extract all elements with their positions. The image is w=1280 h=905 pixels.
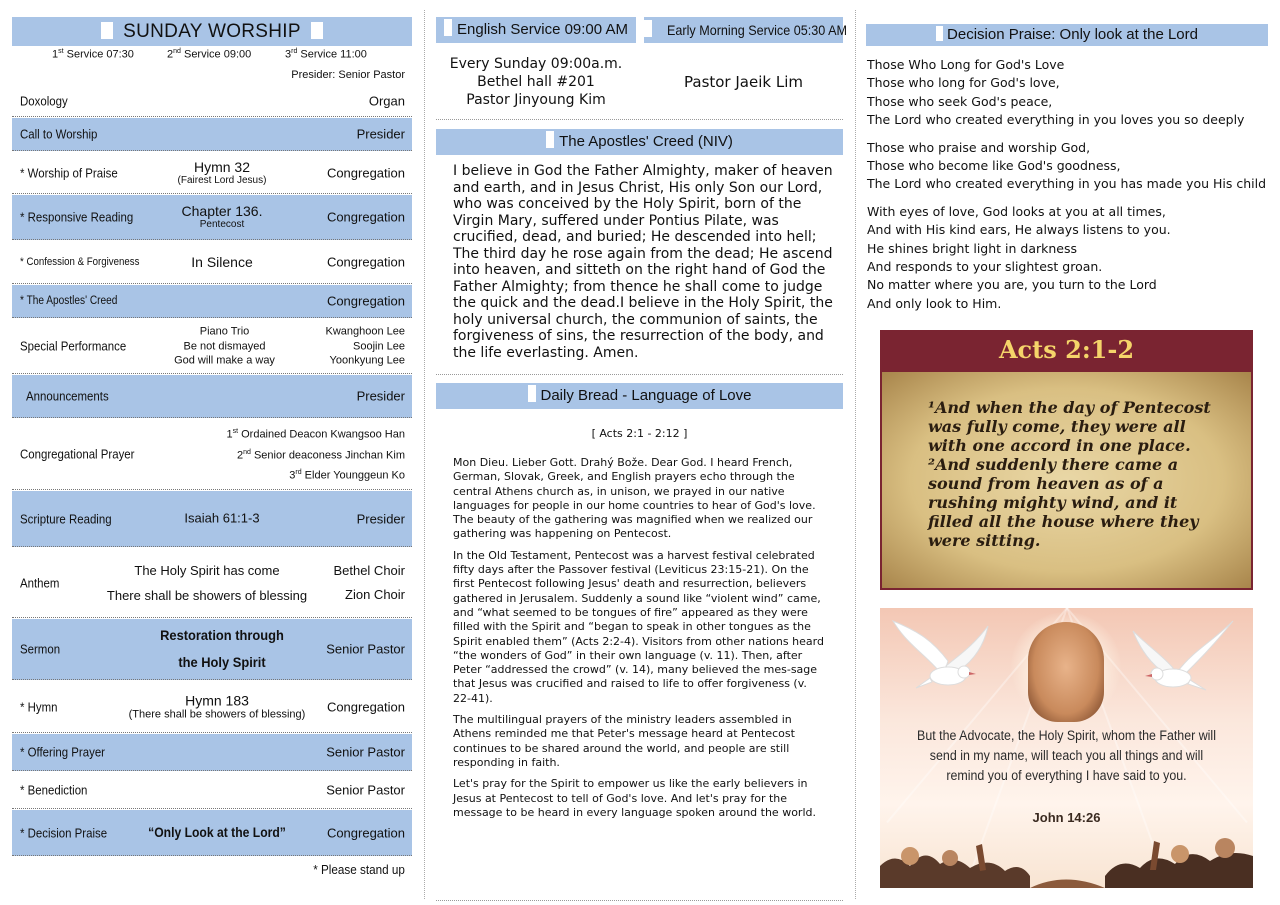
sermon-title-line: Restoration through [160,627,284,643]
daily-bread-header: Daily Bread - Language of Love [436,383,843,409]
square-icon [311,22,323,39]
row-label: * Worship of Praise [20,165,118,180]
square-icon [101,22,113,39]
row-leader: Presider [356,388,405,404]
presider-line: Presider: Senior Pastor [291,69,405,81]
row-benediction [12,772,412,809]
sermon-title-line: the Holy Spirit [178,654,266,670]
worship-title-bar [12,17,412,46]
row-decision-praise [12,810,412,856]
row-anthem [12,548,412,618]
piece: Piano Trio [199,325,250,338]
row-leader: Senior Pastor [326,782,405,798]
lyric-line: And with His kind ears, He always listens to you. [867,222,1171,238]
quote-line: remind you of everything I have said to you. [946,768,1187,783]
service-time-3: 3rd Service 11:00 [285,48,367,61]
lyric-line: With eyes of love, God looks at you at all times, [867,203,1166,219]
piece: Be not dismayed [183,339,266,352]
english-service-line: Every Sunday 09:00a.m. [449,56,623,72]
lyric-stanza [867,139,1267,194]
quote-line: send in my name, will teach you all things and will [929,748,1204,763]
row-label: Call to Worship [20,126,98,142]
square-icon [936,26,943,41]
service-time-2: 2nd Service 09:00 [167,48,252,61]
row-leader: Congregation [326,254,405,270]
row-sermon [12,619,412,680]
row-leader: Senior Pastor [326,744,405,760]
row-label: Sermon [20,641,61,657]
paragraph: Mon Dieu. Lieber Gott. Drahý Bože. Dear God. I heard French, German, Slovak, Greek, and English prayers echo through the central Athens church as, in unison, we prayed in our native languages for people in our home countries to hear of God's love. The beauty of the gathering was magnified when we realized our gathering was happening on Pentecost. [453,456,816,541]
lyric-stanza [867,203,1267,313]
row-congregational-prayer [12,419,412,490]
english-service-line: Pastor Jinyoung Kim [466,92,606,108]
row-label: Special Performance [20,338,127,354]
jesus-portrait [1028,622,1104,722]
row-item [142,254,302,270]
dove-icon [888,616,998,706]
hymn-number: Hymn 32 [193,158,251,175]
paragraph: The multilingual prayers of the ministry leaders assembled in Athens reminded me that Peter's message heard at Pentecost continues to be shared around the world, and people are still responding in faith. [453,713,795,769]
english-service-info [436,55,636,109]
crowd-illustration [880,826,1253,888]
hymn-title: (There shall be showers of blessing) [128,708,306,721]
row-leader: Organ [368,93,405,109]
square-icon [444,19,452,36]
row-offering-prayer [12,734,412,771]
anthem-choirs [333,559,405,607]
row-call-to-worship [12,118,412,151]
daily-bread-text [453,456,828,827]
lyric-line: Those who become like God's goodness, [867,158,1121,174]
row-item [142,511,302,526]
scripture-passage: Isaiah 61:1-3 [184,510,260,526]
reading-chapter: Chapter 136. [181,203,263,220]
john-reference: John 14:26 [1032,810,1101,825]
lyric-line: Those Who Long for God's Love [867,57,1065,72]
john-quote [895,726,1238,786]
acts-card-title: Acts 2:1-2 [998,335,1135,364]
lyric-line: And only look to Him. [867,295,1002,311]
row-announcements [12,375,412,418]
lyric-line: No matter where you are, you turn to the Lord [867,277,1157,293]
row-item [142,203,302,231]
row-apostles-creed [12,285,412,318]
anthem-song: There shall be showers of blessing [106,587,308,603]
piece: God will make a way [174,354,275,367]
row-label: Congregational Prayer [20,446,135,462]
row-worship-of-praise [12,152,412,194]
prayer-leader: 3rd Elder Younggeun Ko [289,469,405,482]
creed-text: I believe in God the Father Almighty, maker of heaven and earth, and in Jesus Christ, His only Son our Lord, who was conceived by the Holy Spirit, born of the Virgin Mary, suffered under Pontius Pilate, was crucified, dead, and buried; He descended into hell; The third day he rose again from the dead; He ascend into heaven, and sitteth on the right hand of God the Father Almighty; from thence he shall come to judge the quick and the dead.I believe in the Holy Spirit, the holy universal church, the communion of saints, the forgiveness of sins, the resurrection of the body, and the life everlasting. Amen. [453,163,833,361]
lyric-line: The Lord who created everything in you loves you so deeply [867,112,1245,128]
row-hymn [12,681,412,733]
row-responsive-reading [12,195,412,240]
row-label: * Decision Praise [20,825,108,840]
parchment-background [882,372,1251,588]
performer: Yoonkyung Lee [329,354,405,367]
row-label: * The Apostles' Creed [20,295,118,307]
row-leader: Congregation [326,209,405,225]
row-label: * Confession & Forgiveness [20,256,140,268]
divider [436,374,843,375]
row-leader: Congregation [326,293,405,309]
stand-up-note: * Please stand up [313,862,405,877]
choir: Zion Choir [345,586,405,602]
row-doxology [12,86,412,117]
lyric-line: Those who praise and worship God, [867,139,1091,155]
english-service-line: Bethel hall #201 [477,74,595,90]
row-item [142,159,302,187]
row-label: * Hymn [20,699,58,714]
prayer-leader: 2nd Senior deaconess Jinchan Kim [236,448,405,462]
lyric-line: Those who seek God's peace, [867,93,1053,109]
prayer-leaders [226,423,405,485]
row-special-performance [12,319,412,374]
decision-praise-header: Decision Praise: Only look at the Lord [866,24,1268,46]
creed-header: The Apostles' Creed (NIV) [436,129,843,155]
anthem-song: The Holy Spirit has come [134,562,280,578]
square-icon [546,131,554,148]
confession-mode: In Silence [191,253,253,270]
dove-icon [1118,616,1238,706]
acts-scripture-card [880,330,1253,590]
prayer-leader: 1st Ordained Deacon Kwangsoo Han [226,428,405,441]
row-label: Doxology [20,93,68,109]
divider [436,119,843,120]
row-label: * Responsive Reading [20,209,134,225]
performer: Kwanghoon Lee [325,325,405,338]
quote-line: But the Advocate, the Holy Spirit, whom the Father will [917,728,1216,743]
anthem-songs [92,558,322,608]
lyric-line: He shines bright light in darkness [867,240,1078,256]
english-service-header: English Service 09:00 AM [436,17,636,43]
lyric-line: The Lord who created everything in you has made you His child [867,176,1267,192]
service-time-1: 1st Service 07:30 [52,48,134,61]
early-service-pastor: Pastor Jaeik Lim [684,73,803,91]
decision-praise-title: “Only Look at the Lord” [148,824,286,840]
row-label: * Benediction [20,782,88,798]
holy-spirit-image-card [880,608,1253,888]
square-icon [644,20,652,37]
row-leader: Congregation [326,165,405,180]
row-leader: Congregation [326,699,405,714]
choir: Bethel Choir [333,562,405,578]
hymn-title: (Fairest Lord Jesus) [177,174,267,186]
service-times [12,48,412,64]
worship-title: SUNDAY WORSHIP [123,21,301,42]
performer: Soojin Lee [353,339,405,352]
lyric-line: Those who long for God's love, [867,75,1060,91]
row-leader: Senior Pastor [326,641,405,657]
row-item [107,692,327,721]
row-label: Scripture Reading [20,511,112,526]
reading-theme: Pentecost [199,219,245,231]
row-label: Announcements [26,388,109,404]
lyric-line: And responds to your slightest groan. [867,259,1103,275]
decision-praise-lyrics [867,56,1267,322]
row-label: Anthem [20,575,60,590]
row-confession [12,241,412,284]
square-icon [528,385,536,402]
row-label: * Offering Prayer [20,744,106,760]
row-leader: Presider [356,126,405,142]
row-leader: Presider [356,511,405,526]
paragraph: Let's pray for the Spirit to empower us like the early believers in Jesus at Pentecost to tell of God's love. And let's pray for the message to be heard in every language spoken around the world. [453,777,816,819]
row-scripture-reading [12,491,412,547]
hymn-number: Hymn 183 [185,692,249,709]
performance-pieces [157,324,292,368]
performers [325,324,405,368]
acts-verse-text: ¹And when the day of Pentecost was fully come, they were all with one accord in one place. ²And suddenly there came a sound from heaven as of a rushing mighty wind, and it filled all the house where they were sitting. [928,398,1211,550]
sermon-title [148,622,295,676]
early-service-header: Early Morning Service 05:30 AM [644,17,843,43]
daily-bread-reference: [ Acts 2:1 - 2:12 ] [591,427,688,440]
divider [436,900,843,901]
row-leader: Congregation [326,825,405,840]
lyric-stanza [867,56,1267,130]
paragraph: In the Old Testament, Pentecost was a harvest festival celebrated fifty days after the Passover festival (Leviticus 23:15-21). On the first Pentecost following Jesus' death and resurrection, believers gathered in Jerusalem. Suddenly a sound like “violent wind” came, and “what seemed to be tongues of fire” appeared as they were filled with the Spirit and “began to speak in other tongues as the Spirit enabled them” (Acts 2:2-4). Visitors from other nations heard “the wonders of God” in their own language (v. 11). Then, after Peter “addressed the crowd” (v. 14), many believed the mes-sage that Jesus was crucified and raised to life to offer forgiveness (v. 22-41). [453,548,824,705]
